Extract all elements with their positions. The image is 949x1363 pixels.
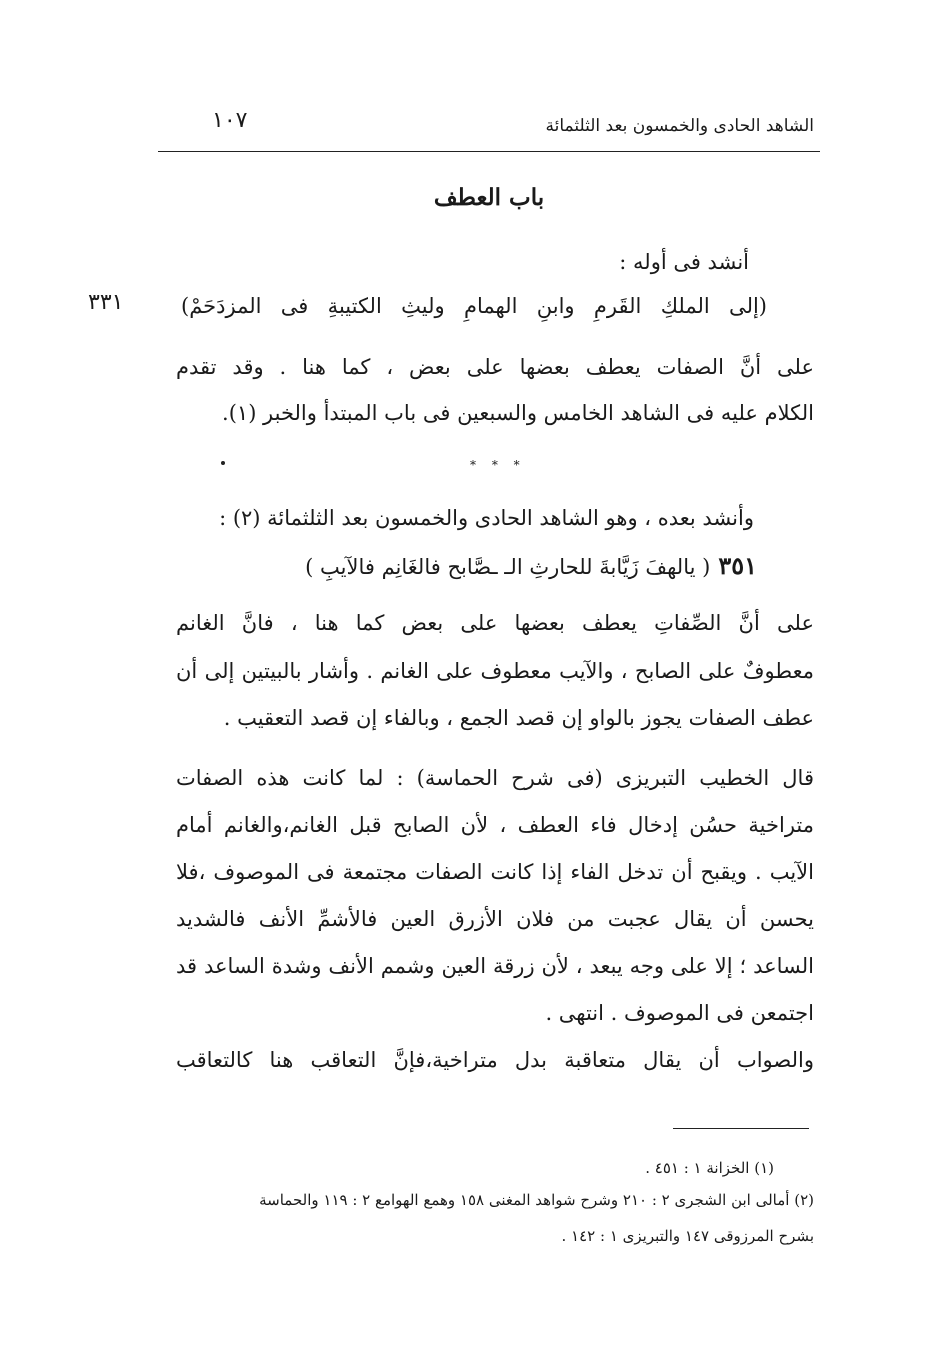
verse-line: (إلى الملكِ القَرمِ وابنِ الهمامِ وليثِ الكتيبةِ فى المزدَحَمْ) (181, 294, 767, 318)
body-line: والصواب أن يقال متعاقبة بدل متراخية،فإنَّ التعاقب هنا كالتعاقب (176, 1048, 814, 1072)
body-line: الآيب . ويقبح أن تدخل الفاء إذا كانت الصفات مجتمعة فى الموصوف ،فلا (176, 860, 814, 884)
body-line: الساعد ؛ إلا على وجه يبعد ، لأن زرقة العين وشمم الأنف وشدة الساعد قد (176, 954, 814, 978)
body-line: قال الخطيب التبريزى (فى شرح الحماسة) : لما كانت هذه الصفات (176, 766, 814, 790)
footnote: (٢) أمالى ابن الشجرى ٢ : ٢١٠ وشرح شواهد المغنى ١٥٨ وهمع الهوامع ٢ : ١١٩ والحماسة (259, 1191, 814, 1209)
page-number: ١٠٧ (212, 108, 248, 133)
section-title: باب العطف (433, 184, 545, 211)
verse-text: ( يالهفَ زَيَّابةَ للحارثِ الـ ـصَّابح فالغَانِم فالآيبِ ) (305, 555, 711, 579)
margin-verse-number: ٣٣١ (88, 290, 124, 315)
body-line: وأنشد بعده ، وهو الشاهد الحادى والخمسون بعد الثلثمائة (٢) : (219, 506, 754, 530)
body-line: معطوفٌ على الصابح ، والآيب معطوف على الغانم . وأشار بالبيتين إلى أن (176, 659, 814, 683)
body-line: اجتمعن فى الموصوف . انتهى . (545, 1001, 814, 1025)
footnote: بشرح المرزوقى ١٤٧ والتبريزى ١ : ١٤٢ . (561, 1227, 814, 1245)
body-line: على أنَّ الصِّفاتِ يعطف بعضها على بعض كما هنا ، فانَّ الغانم (176, 611, 814, 635)
footnote: (١) الخزانة ١ : ٤٥١ . (645, 1159, 774, 1177)
ink-dot (221, 461, 225, 465)
running-header-title: الشاهد الحادى والخمسون بعد الثلثمائة (545, 116, 814, 136)
verse-line-numbered (305, 551, 757, 580)
body-line: الكلام عليه فى الشاهد الخامس والسبعين فى باب المبتدأ والخبر (١). (222, 401, 814, 425)
verse-number: ٣٥١ (718, 551, 757, 580)
body-line: متراخية حسُن إدخال فاء العطف ، لأن الصابح قبل الغانم،والغانم أمام (176, 813, 814, 837)
header-divider (158, 151, 820, 152)
body-line: يحسن أن يقال عجبت من فلان الأزرق العين فالأشمِّ الأنف فالشديد (176, 907, 814, 931)
body-line: عطف الصفات يجوز بالواو إن قصد الجمع ، وبالفاء إن قصد التعقيب . (223, 706, 814, 730)
body-line: على أنَّ الصفات يعطف بعضها على بعض ، كما هنا . وقد تقدم (176, 355, 814, 379)
body-line: أنشد فى أوله : (619, 250, 749, 274)
footnote-divider (673, 1128, 809, 1129)
section-separator-stars: * * * (470, 458, 526, 472)
